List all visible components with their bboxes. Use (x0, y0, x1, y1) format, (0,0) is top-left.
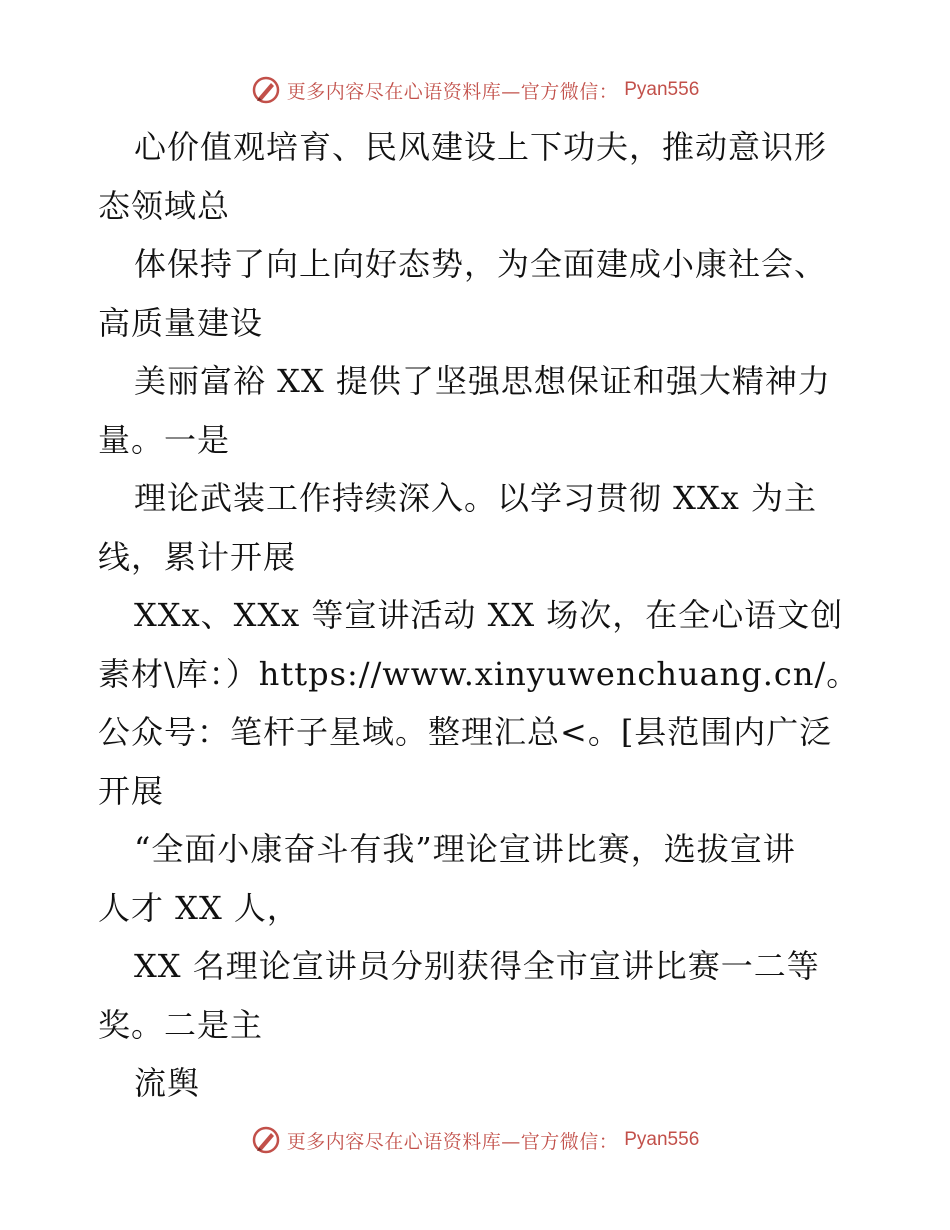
pen-logo-icon (251, 1125, 281, 1155)
text-line: 体保持了向上向好态势，为全面建成小康社会、 (134, 245, 828, 283)
document-body (98, 118, 858, 1113)
text-line: 美丽富裕 XX 提供了坚强思想保证和强大精神力 (134, 362, 831, 400)
text-line: 素材\库：）https://www.xinyuwenchuang.cn/。 (98, 654, 860, 693)
banner-wechat-id: Pyan556 (624, 79, 700, 100)
banner-text: 更多内容尽在心语资料库—官方微信： (286, 1130, 619, 1153)
pen-logo-icon (251, 75, 281, 105)
text-line: XXx、XXx 等宣讲活动 XX 场次，在全心语文创 (134, 596, 844, 634)
text-line: 量。一是 (98, 420, 231, 459)
banner-wechat-id: Pyan556 (624, 1129, 700, 1150)
text-line: XX 名理论宣讲员分别获得全市宣讲比赛一二等 (134, 947, 820, 985)
text-line: 心价值观培育、民风建设上下功夫，推动意识形 (134, 128, 828, 166)
text-line: 开展 (98, 771, 165, 810)
footer-banner (0, 1120, 950, 1160)
text-line: “全面小康奋斗有我”理论宣讲比赛，选拔宣讲 (134, 830, 796, 868)
text-line: 公众号：笔杆子星域。整理汇总<。[县范围内广泛 (98, 713, 833, 751)
text-line: 线，累计开展 (98, 537, 297, 576)
text-line: 态领域总 (98, 186, 231, 225)
text-line: 人才 XX 人， (98, 888, 300, 927)
header-banner (0, 70, 950, 110)
text-line: 高质量建设 (98, 303, 264, 342)
text-line: 理论武装工作持续深入。以学习贯彻 XXx 为主 (134, 479, 817, 517)
text-line: 奖。二是主 (98, 1005, 264, 1044)
text-line: 流舆 (134, 1064, 201, 1102)
banner-text: 更多内容尽在心语资料库—官方微信： (286, 80, 619, 103)
